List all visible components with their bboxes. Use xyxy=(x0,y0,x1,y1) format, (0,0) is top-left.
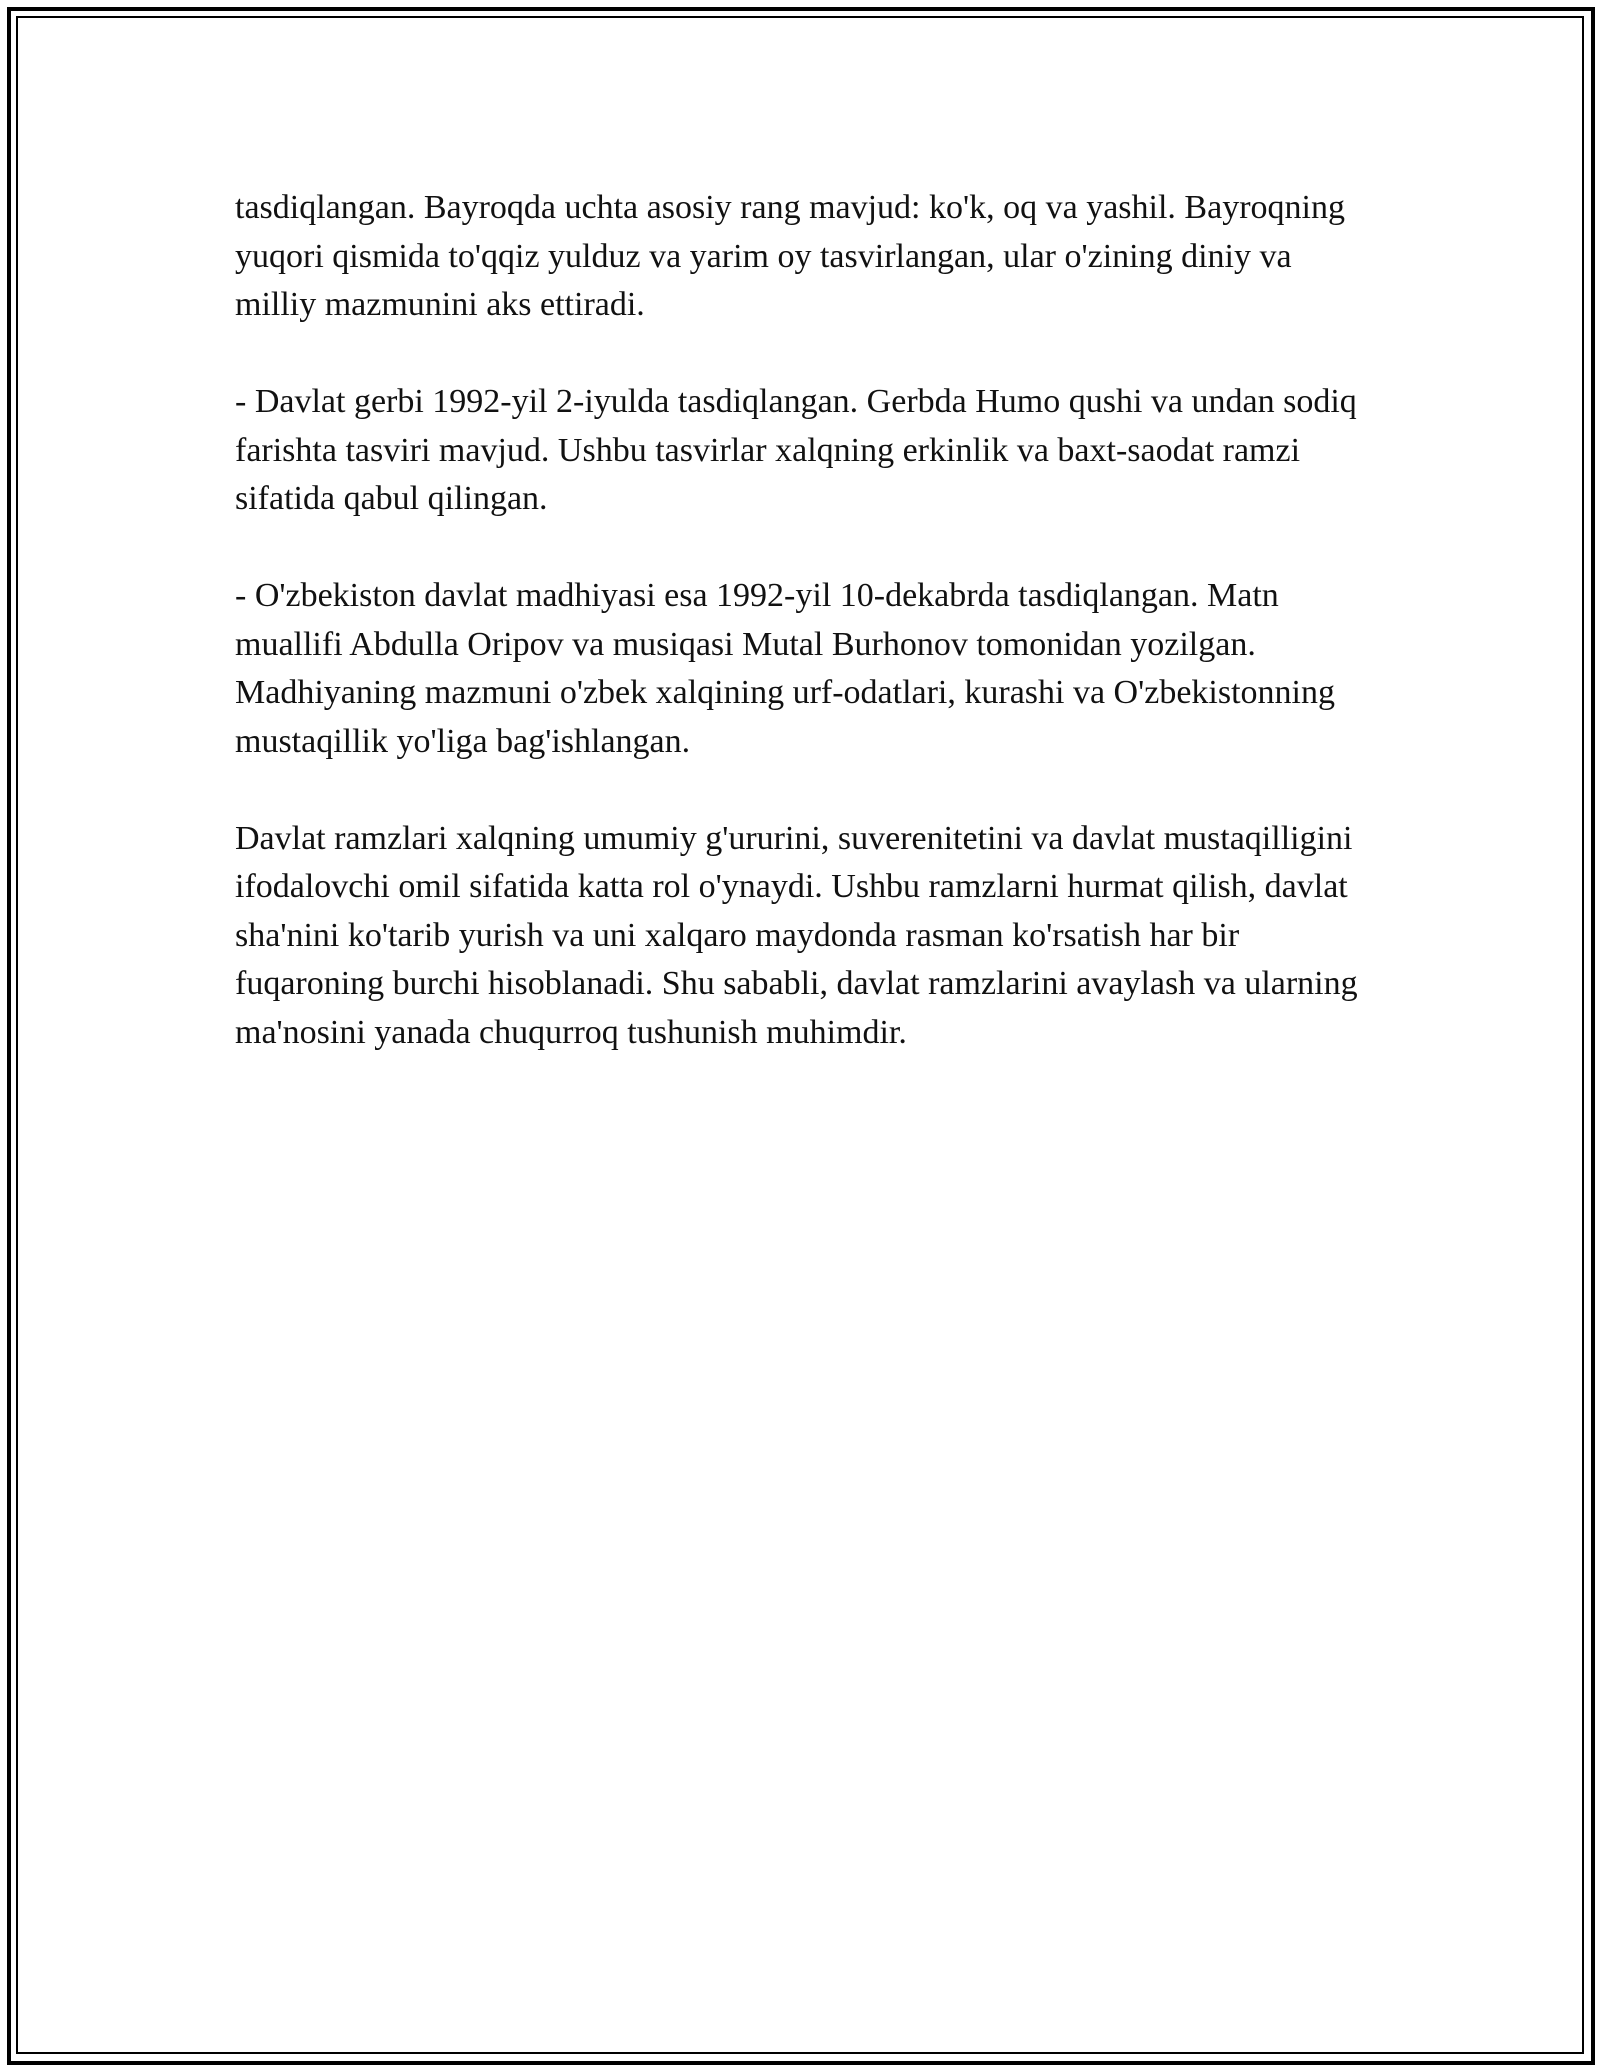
paragraph-coat-of-arms: - Davlat gerbi 1992-yil 2-iyulda tasdiqlangan. Gerbda Humo qushi va undan sodiq farishta tasviri mavjud. Ushbu tasvirlar xalqning erkinlik va baxt-saodat ramzi sifatida qabul qilingan. xyxy=(235,383,1357,517)
paragraph-conclusion: Davlat ramzlari xalqning umumiy g'ururini, suverenitetini va davlat mustaqilligini ifodalovchi omil sifatida katta rol o'ynaydi. Ushbu ramzlarni hurmat qilish, davlat sha'nini ko'tarib yurish va uni xalqaro maydonda rasman ko'rsatish har bir fuqaroning burchi hisoblanadi. Shu sababli, davlat ramzlarini avaylash va ularning ma'nosini yanada chuqurroq tushunish muhimdir. xyxy=(235,819,1358,1051)
document-body xyxy=(235,184,1365,1057)
paragraph-flag: tasdiqlangan. Bayroqda uchta asosiy rang mavjud: ko'k, oq va yashil. Bayroqning yuqori qismida to'qqiz yulduz va yarim oy tasvirlangan, ular o'zining diniy va milliy mazmunini aks ettiradi. xyxy=(235,189,1345,323)
paragraph-anthem: - O'zbekiston davlat madhiyasi esa 1992-yil 10-dekabrda tasdiqlangan. Matn muallifi Abdulla Oripov va musiqasi Mutal Burhonov tomonidan yozilgan. Madhiyaning mazmuni o'zbek xalqining urf-odatlari, kurashi va O'zbekistonning mustaqillik yo'liga bag'ishlangan. xyxy=(235,577,1335,760)
